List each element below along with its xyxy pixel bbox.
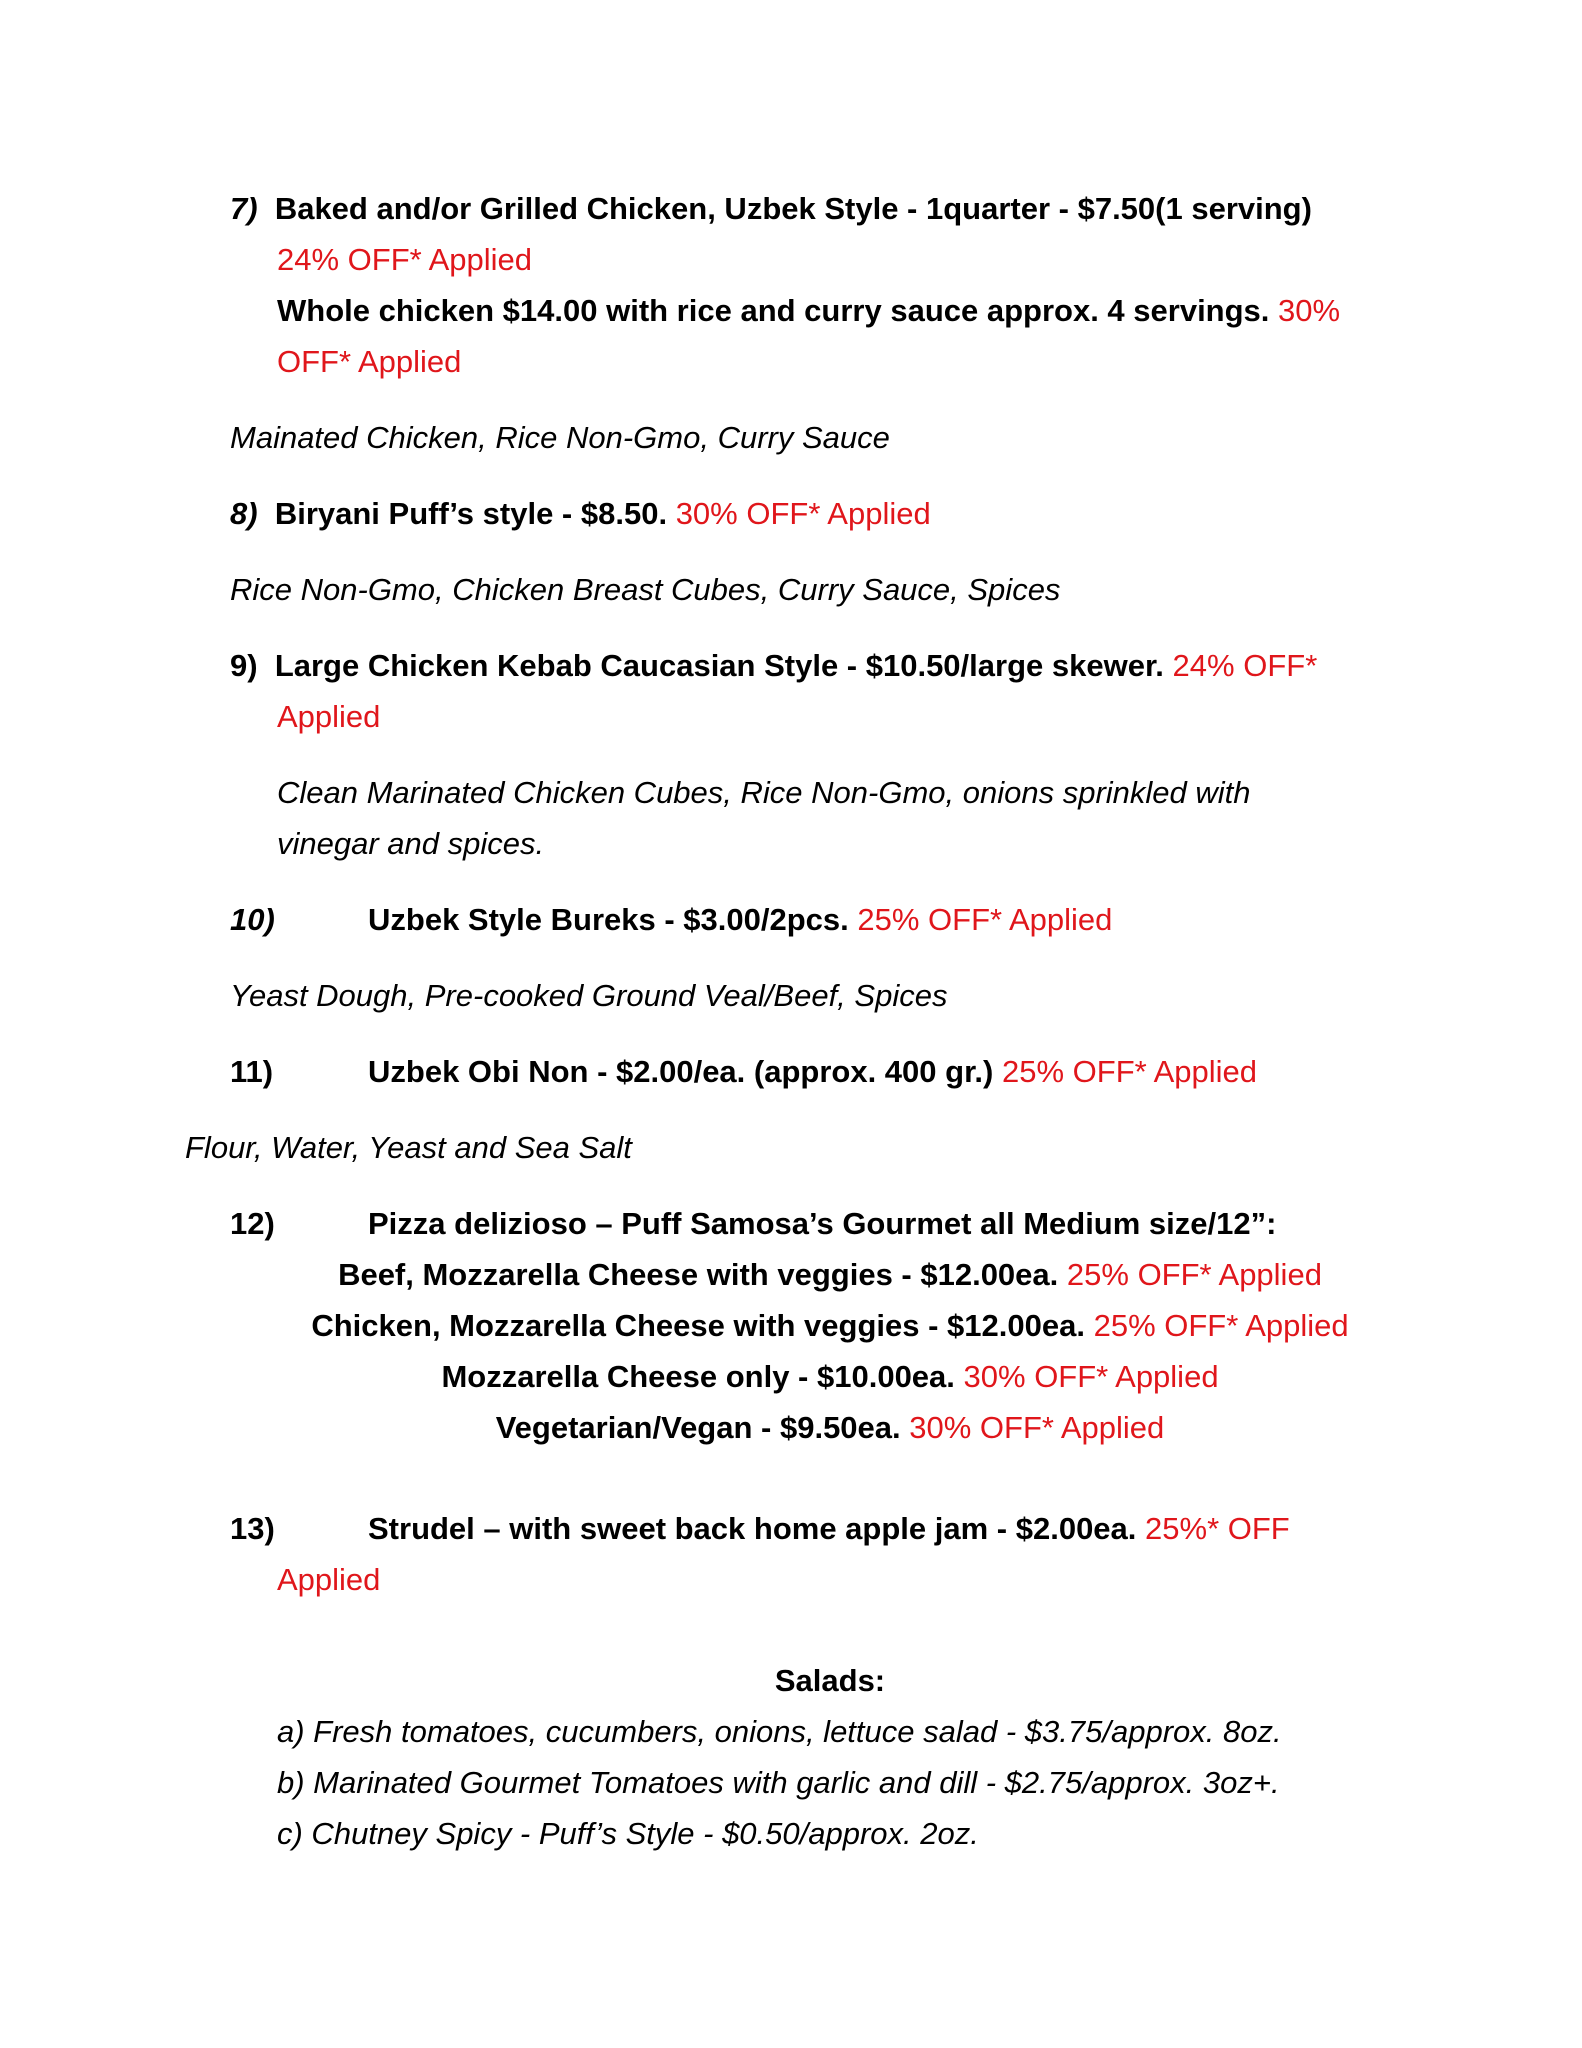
item-8-title: Biryani Puff’s style - $8.50. [274, 496, 668, 531]
item-11-ingredients: Flour, Water, Yeast and Sea Salt [185, 1130, 632, 1165]
pizza-option-label: Chicken, Mozzarella Cheese with veggies - $12.00ea. [311, 1308, 1085, 1343]
item-12-title: Pizza delizioso – Puff Samosa’s Gourmet all Medium size/12”: [368, 1206, 1277, 1241]
item-10-number: 10) [230, 902, 275, 937]
item-9-ingredients-cont: vinegar and spices. [277, 826, 545, 861]
pizza-option [230, 1249, 1430, 1300]
item-7-number: 7) [230, 191, 258, 226]
pizza-option-discount: 30% OFF* Applied [909, 1410, 1165, 1445]
pizza-option-label: Beef, Mozzarella Cheese with veggies - $12.00ea. [338, 1257, 1059, 1292]
item-8-discount: 30% OFF* Applied [675, 496, 931, 531]
salad-item: c) Chutney Spicy - Puff’s Style - $0.50/approx. 2oz. [277, 1816, 979, 1851]
pizza-option-discount: 30% OFF* Applied [963, 1359, 1219, 1394]
item-13-title: Strudel – with sweet back home apple jam - $2.00ea. [368, 1511, 1137, 1546]
item-12-number: 12) [230, 1206, 275, 1241]
item-13-number: 13) [230, 1511, 275, 1546]
pizza-option-discount: 25% OFF* Applied [1066, 1257, 1322, 1292]
item-8-ingredients: Rice Non-Gmo, Chicken Breast Cubes, Curry Sauce, Spices [230, 572, 1061, 607]
item-7-whole-chicken-discount: 30% [1278, 293, 1341, 328]
pizza-option [230, 1300, 1430, 1351]
item-10-ingredients: Yeast Dough, Pre-cooked Ground Veal/Beef, Spices [230, 978, 948, 1013]
item-13-heading [230, 1503, 1290, 1554]
item-7-heading [230, 183, 1312, 234]
item-7-whole-chicken [277, 285, 1340, 336]
item-10-heading [230, 894, 1112, 945]
item-13-discount: 25%* OFF [1145, 1511, 1290, 1546]
item-7-discount: 24% OFF* Applied [277, 242, 533, 277]
item-9-discount-cont: Applied [277, 699, 381, 734]
item-9-title: Large Chicken Kebab Caucasian Style - $10.50/large skewer. [274, 648, 1164, 683]
item-9-number: 9) [230, 648, 258, 683]
item-11-heading [230, 1046, 1257, 1097]
item-8-heading [230, 488, 931, 539]
item-8-number: 8) [230, 496, 258, 531]
pizza-option [230, 1402, 1430, 1453]
salad-item: b) Marinated Gourmet Tomatoes with garlic and dill - $2.75/approx. 3oz+. [277, 1765, 1280, 1800]
pizza-option-label: Mozzarella Cheese only - $10.00ea. [441, 1359, 955, 1394]
item-7-whole-chicken-label: Whole chicken $14.00 with rice and curry sauce approx. 4 servings. [277, 293, 1270, 328]
pizza-option-discount: 25% OFF* Applied [1093, 1308, 1349, 1343]
salad-item: a) Fresh tomatoes, cucumbers, onions, lettuce salad - $3.75/approx. 8oz. [277, 1714, 1282, 1749]
item-11-discount: 25% OFF* Applied [1001, 1054, 1258, 1089]
item-10-title: Uzbek Style Bureks - $3.00/2pcs. [368, 902, 849, 937]
item-7-title: Baked and/or Grilled Chicken, Uzbek Style - 1quarter - $7.50(1 serving) [274, 191, 1312, 226]
item-7-ingredients: Mainated Chicken, Rice Non-Gmo, Curry Sauce [230, 420, 890, 455]
item-11-number: 11) [230, 1054, 274, 1089]
item-7-whole-chicken-discount-cont: OFF* Applied [277, 344, 462, 379]
item-9-heading [230, 640, 1317, 691]
salads-heading: Salads: [774, 1663, 886, 1698]
pizza-option-label: Vegetarian/Vegan - $9.50ea. [495, 1410, 901, 1445]
item-9-discount: 24% OFF* [1172, 648, 1318, 683]
pizza-option [230, 1351, 1430, 1402]
item-11-title: Uzbek Obi Non - $2.00/ea. (approx. 400 gr.) [368, 1054, 994, 1089]
item-13-discount-cont: Applied [277, 1562, 381, 1597]
item-9-ingredients: Clean Marinated Chicken Cubes, Rice Non-Gmo, onions sprinkled with [277, 775, 1251, 810]
item-10-discount: 25% OFF* Applied [857, 902, 1113, 937]
item-12-heading [230, 1198, 1276, 1249]
